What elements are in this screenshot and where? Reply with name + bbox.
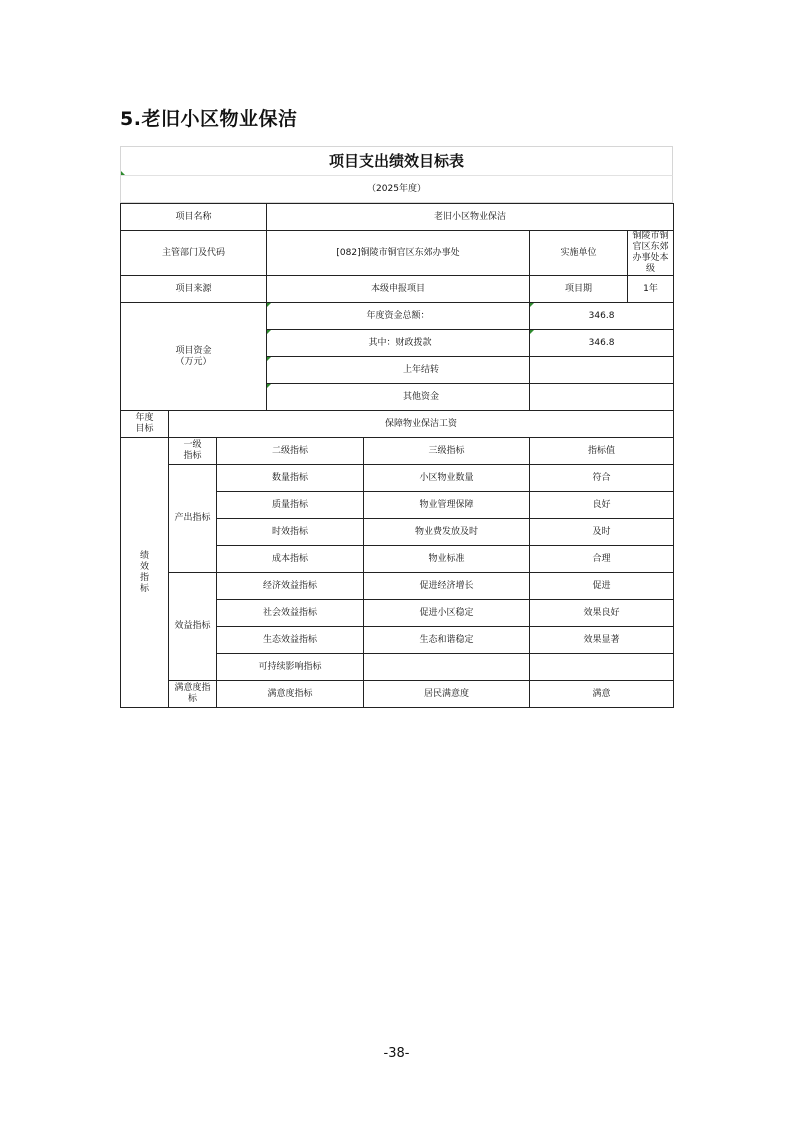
benefit-value: 效果显著 — [530, 627, 674, 654]
benefit-level2: 社会效益指标 — [217, 600, 364, 627]
table-row — [121, 573, 674, 600]
output-level3: 物业管理保障 — [364, 492, 530, 519]
benefit-level2: 经济效益指标 — [217, 573, 364, 600]
satisfaction-label: 满意度指标 — [169, 681, 217, 708]
table-row — [121, 303, 674, 330]
fund-other-label-text: 其他资金 — [403, 391, 440, 402]
table-row — [121, 681, 674, 708]
satisfaction-level2: 满意度指标 — [217, 681, 364, 708]
benefit-value: 效果良好 — [530, 600, 674, 627]
fund-fiscal-value-text: 346.8 — [588, 337, 615, 348]
output-label: 产出指标 — [169, 465, 217, 573]
dept-value: [082]铜陵市铜官区东郊办事处 — [267, 231, 530, 276]
output-value: 良好 — [530, 492, 674, 519]
fund-total-label-text: 年度资金总额： — [366, 310, 430, 321]
benefit-level3: 生态和谐稳定 — [364, 627, 530, 654]
output-level2: 时效指标 — [217, 519, 364, 546]
benefit-value — [530, 654, 674, 681]
performance-target-sheet — [120, 146, 673, 708]
goal-label-text: 年度目标 — [135, 413, 154, 434]
fund-label — [121, 303, 267, 411]
satisfaction-level3: 居民满意度 — [364, 681, 530, 708]
header-level1 — [169, 438, 217, 465]
output-level2: 数量指标 — [217, 465, 364, 492]
impl-label: 实施单位 — [530, 231, 628, 276]
year-text: （2025年度） — [367, 184, 426, 194]
benefit-value: 促进 — [530, 573, 674, 600]
table-row — [121, 411, 674, 438]
header-level1-text: 一级指标 — [183, 440, 202, 461]
benefit-level3: 促进小区稳定 — [364, 600, 530, 627]
period-value: 1年 — [628, 276, 674, 303]
cell-marker-icon — [530, 303, 534, 307]
benefit-level2: 可持续影响指标 — [217, 654, 364, 681]
goal-value: 保障物业保洁工资 — [169, 411, 674, 438]
table-row — [121, 276, 674, 303]
fund-other-label — [267, 384, 530, 411]
source-label: 项目来源 — [121, 276, 267, 303]
output-level3: 物业费发放及时 — [364, 519, 530, 546]
cell-marker-icon — [267, 384, 271, 388]
fund-fiscal-label-text: 其中：财政拨款 — [368, 337, 432, 348]
project-name-value: 老旧小区物业保洁 — [267, 204, 674, 231]
project-name-label: 项目名称 — [121, 204, 267, 231]
table-row — [121, 204, 674, 231]
benefit-level3 — [364, 654, 530, 681]
year-row — [120, 175, 673, 203]
section-heading: 5.老旧小区物业保洁 — [120, 108, 298, 130]
benefit-label: 效益指标 — [169, 573, 217, 681]
fund-other-value — [530, 384, 674, 411]
impl-value: 铜陵市铜官区东郊办事处本级 — [628, 231, 674, 276]
indicators-section-label — [121, 438, 169, 708]
cell-marker-icon — [267, 330, 271, 334]
source-value: 本级申报项目 — [267, 276, 530, 303]
output-value: 及时 — [530, 519, 674, 546]
benefit-level2: 生态效益指标 — [217, 627, 364, 654]
page-number: -38- — [383, 1046, 410, 1061]
fund-total-label — [267, 303, 530, 330]
indicators-section-label-text: 绩效指标 — [139, 550, 149, 594]
cell-marker-icon — [267, 303, 271, 307]
fund-carry-value — [530, 357, 674, 384]
fund-total-value-text: 346.8 — [588, 310, 615, 321]
fund-total-value — [530, 303, 674, 330]
fund-fiscal-value — [530, 330, 674, 357]
fund-label-line1: 项目资金 — [175, 345, 212, 356]
header-value: 指标值 — [530, 438, 674, 465]
indicator-header-row — [121, 438, 674, 465]
output-level2: 成本指标 — [217, 546, 364, 573]
benefit-level3: 促进经济增长 — [364, 573, 530, 600]
table-title — [120, 146, 673, 175]
output-value: 符合 — [530, 465, 674, 492]
table-row — [121, 231, 674, 276]
header-level3: 三级指标 — [364, 438, 530, 465]
fund-carry-label-text: 上年结转 — [403, 364, 440, 375]
goal-label — [121, 411, 169, 438]
fund-label-line2: （万元） — [175, 356, 212, 367]
period-label: 项目期 — [530, 276, 628, 303]
cell-marker-icon — [267, 357, 271, 361]
table-row — [121, 465, 674, 492]
dept-label: 主管部门及代码 — [121, 231, 267, 276]
fund-fiscal-label — [267, 330, 530, 357]
header-level2: 二级指标 — [217, 438, 364, 465]
fund-carry-label — [267, 357, 530, 384]
output-level3: 小区物业数量 — [364, 465, 530, 492]
performance-table — [120, 203, 674, 708]
satisfaction-value: 满意 — [530, 681, 674, 708]
output-value: 合理 — [530, 546, 674, 573]
output-level2: 质量指标 — [217, 492, 364, 519]
table-title-text: 项目支出绩效目标表 — [328, 152, 464, 170]
cell-marker-icon — [530, 330, 534, 334]
output-level3: 物业标准 — [364, 546, 530, 573]
